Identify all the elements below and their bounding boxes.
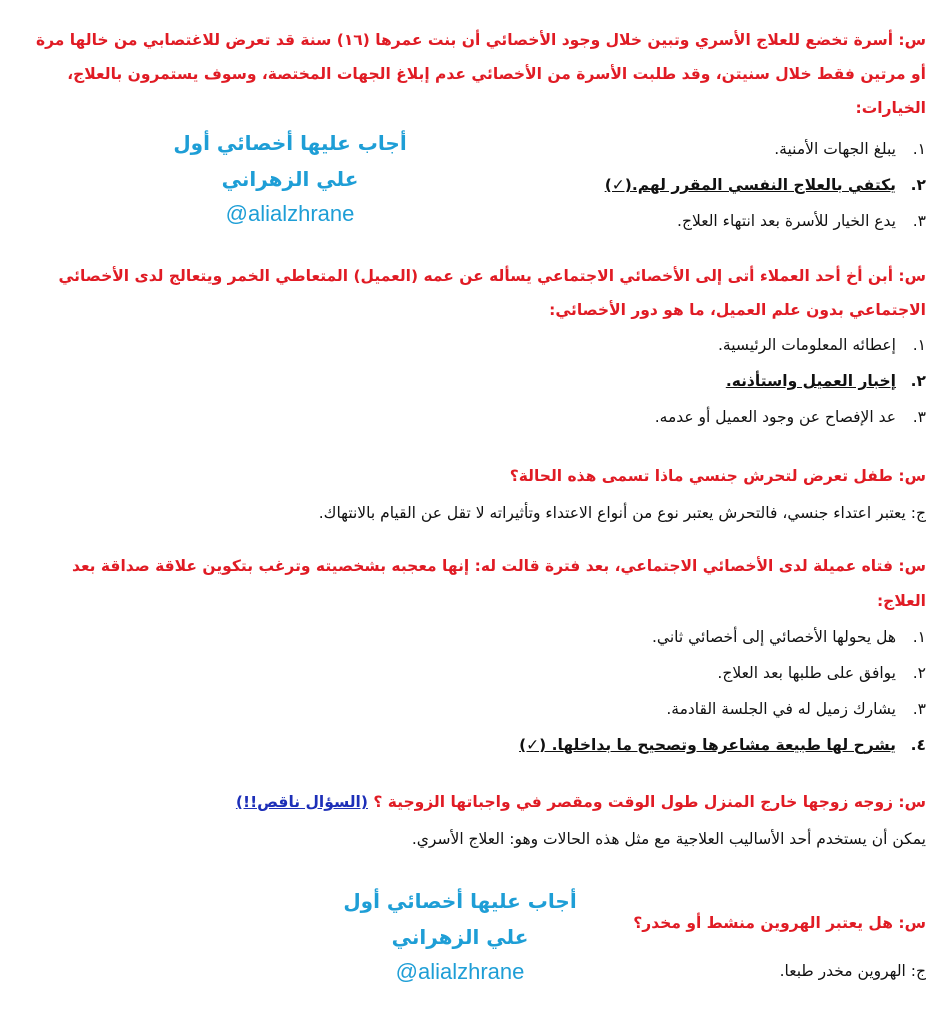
option-number: ٣. — [912, 408, 926, 426]
stamp-handle: @alialzhrane — [395, 959, 525, 984]
option-text: يوافق على طلبها بعد العلاج. — [717, 664, 896, 682]
q4-option-4-answer — [519, 732, 926, 758]
q2-option-1 — [718, 332, 926, 358]
option-number: ١. — [912, 140, 926, 158]
option-text: يشارك زميل له في الجلسة القادمة. — [666, 700, 896, 718]
stamp-title: أجاب عليها أخصائي أول — [343, 889, 577, 913]
question-2-line-2: الاجتماعي بدون علم العميل، ما هو دور الأخصائي: — [549, 301, 926, 319]
q1-option-1 — [774, 136, 926, 162]
q4-option-1 — [652, 624, 926, 650]
option-text: إخبار العميل واستأذنه. — [725, 372, 896, 390]
incomplete-question-note: (السؤال ناقص!!) — [235, 793, 368, 811]
option-number: ٢. — [910, 372, 926, 390]
q4-option-2 — [717, 660, 926, 686]
option-text: يبلغ الجهات الأمنية. — [774, 140, 896, 158]
option-number: ٣. — [912, 212, 926, 230]
question-3: س: طفل تعرض لتحرش جنسي ماذا تسمى هذه الحالة؟ — [509, 467, 926, 485]
option-text: يشرح لها طبيعة مشاعرها وتصحيح ما بداخلها. (✓) — [519, 736, 896, 754]
q2-option-3 — [655, 404, 926, 430]
q1-option-3 — [677, 208, 926, 234]
option-text: عد الإفصاح عن وجود العميل أو عدمه. — [654, 408, 896, 426]
question-2-line-1: س: أبن أخ أحد العملاء أتى إلى الأخصائي الاجتماعي يسأله عن عمه (العميل) المتعاطي الخمر ويتعالج لدى الأخصائي — [58, 267, 926, 285]
answer-stamp-top — [170, 125, 410, 231]
stamp-handle: @alialzhrane — [225, 201, 355, 226]
stamp-name: علي الزهراني — [391, 925, 529, 949]
question-4-line-1: س: فتاه عميلة لدى الأخصائي الاجتماعي، بعد فترة قالت له: إنها معجبه بشخصيته وترغب بتكوين علاقة صداقة بعد — [71, 557, 926, 575]
question-5-text: س: زوجه زوجها خارج المنزل طول الوقت ومقصر في واجباتها الزوجية ؟ — [373, 793, 926, 811]
question-1-line-3: الخيارات: — [855, 99, 926, 117]
option-number: ١. — [912, 336, 926, 354]
option-number: ٤. — [910, 736, 926, 754]
option-text: يدع الخيار للأسرة بعد انتهاء العلاج. — [677, 212, 896, 230]
question-5 — [10, 784, 926, 820]
stamp-title: أجاب عليها أخصائي أول — [173, 131, 407, 155]
option-text: إعطائه المعلومات الرئيسية. — [717, 336, 896, 354]
option-number: ٢. — [910, 176, 926, 194]
q2-option-2-answer — [726, 368, 926, 394]
option-number: ٣. — [912, 700, 926, 718]
question-4-line-2: العلاج: — [876, 592, 926, 610]
question-1-line-1: س: أسرة تخضع للعلاج الأسري وتبين خلال وجود الأخصائي أن بنت عمرها (١٦) سنة قد تعرض للاغتصابي من خالها مرة — [35, 31, 926, 49]
option-number: ١. — [912, 628, 926, 646]
answer-3: ج: يعتبر اعتداء جنسي، فالتحرش يعتبر نوع من أنواع الاعتداء وتأثيراته لا تقل عن القيام بالانتهاك. — [318, 504, 926, 522]
question-1-line-2: أو مرتين فقط خلال سنيتن، وقد طلبت الأسرة من الأخصائي عدم إبلاغ الجهات المختصة، وسوف يستمرون بالعلاج، — [67, 65, 926, 83]
question-6: س: هل يعتبر الهروين منشط أو مخدر؟ — [633, 914, 926, 932]
option-text: هل يحولها الأخصائي إلى أخصائي ثاني. — [651, 628, 896, 646]
q4-option-3 — [666, 696, 926, 722]
option-text: يكتفي بالعلاج النفسي المقرر لهم.(✓) — [604, 176, 896, 194]
option-number: ٢. — [912, 664, 926, 682]
answer-6: ج: الهروين مخدر طبعا. — [779, 962, 926, 980]
q1-option-2-answer — [605, 172, 926, 198]
answer-stamp-bottom — [340, 883, 580, 989]
answer-5: يمكن أن يستخدم أحد الأساليب العلاجية مع مثل هذه الحالات وهو: العلاج الأسري. — [411, 830, 926, 848]
stamp-name: علي الزهراني — [221, 167, 359, 191]
